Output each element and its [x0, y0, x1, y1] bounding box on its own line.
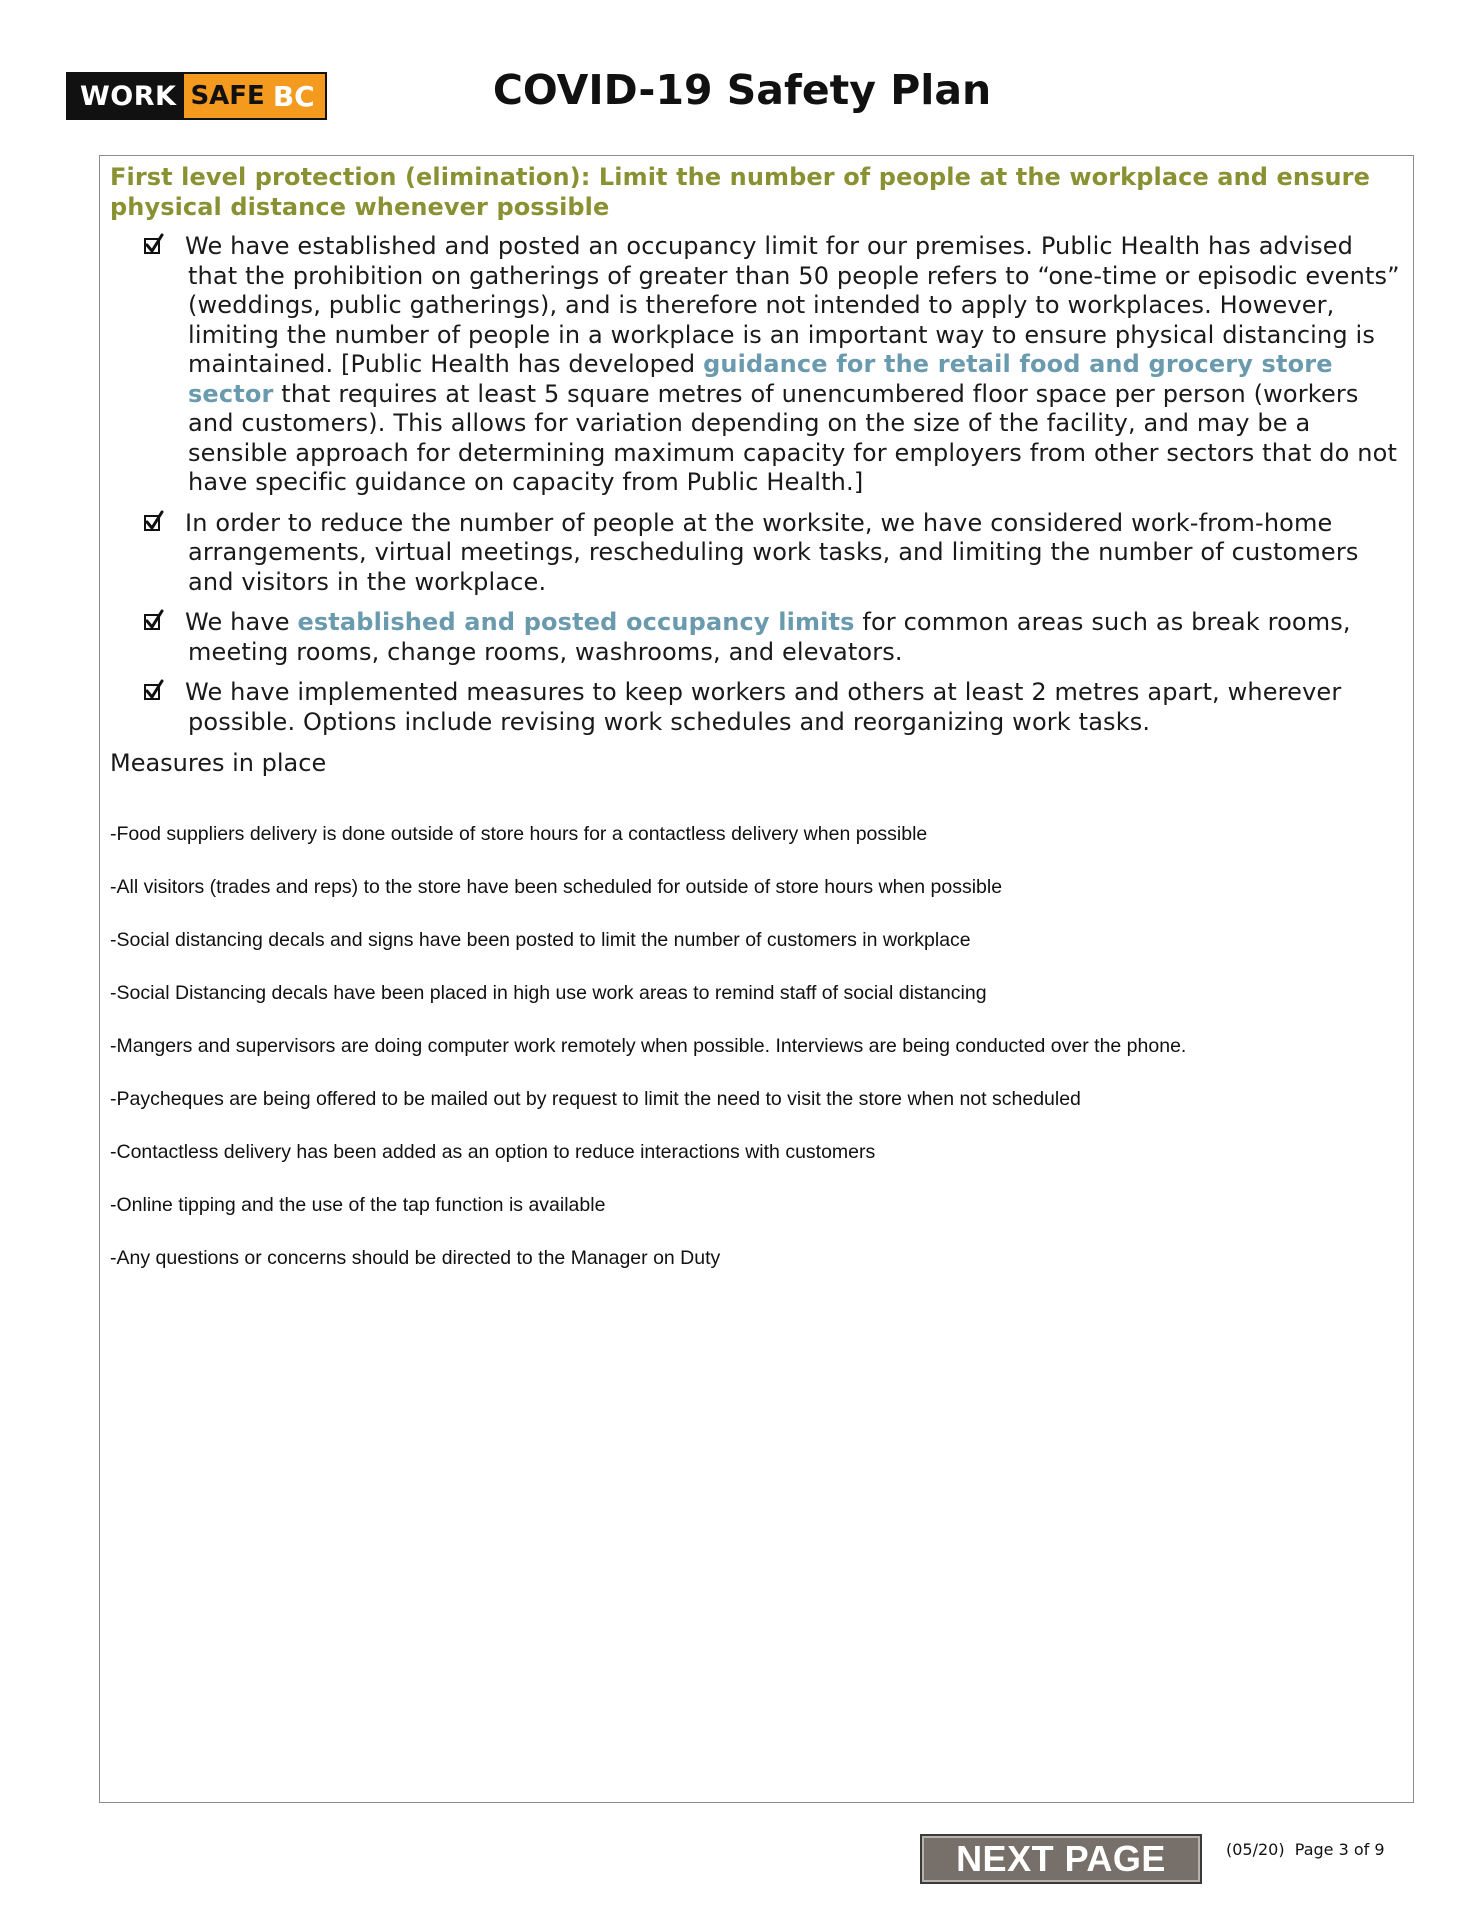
checked-checkbox-icon[interactable] — [144, 238, 160, 254]
measure-line: -Food suppliers delivery is done outside of store hours for a contactless delivery when possible — [110, 823, 928, 845]
section-heading: First level protection (elimination): Limit the number of people at the workplace and ensure physical distance whenever possible — [110, 163, 1370, 221]
checked-checkbox-icon[interactable] — [144, 614, 160, 630]
page-number: (05/20) Page 3 of 9 — [1226, 1840, 1385, 1859]
logo-bc-text: BC — [269, 74, 325, 118]
checklist-item-text: In order to reduce the number of people at the worksite, we have considered work-from-home arrangements, virtual meetings, rescheduling work tasks, and limiting the number of customers and visitors in the workplace. — [185, 508, 1359, 596]
checklist-item-text-cont: for common areas such as break rooms, meeting rooms, change rooms, washrooms, and elevators. — [188, 608, 1351, 666]
measures-text-area[interactable] — [110, 822, 1403, 1270]
measure-line: -Social distancing decals and signs have been posted to limit the number of customers in workplace — [110, 929, 971, 951]
logo-safe-text: SAFE — [184, 74, 268, 118]
checklist-item-text-cont: that requires at least 5 square metres of unencumbered floor space per person (workers and customers). This allows for variation depending on the size of the facility, and may be a sensible approach for determining maximum capacity for employers from other sectors that do not have specific guidance on capacity from Public Health.] — [188, 379, 1398, 496]
measure-line: -All visitors (trades and reps) to the store have been scheduled for outside of store hours when possible — [110, 876, 1003, 898]
measure-line: -Paycheques are being offered to be mailed out by request to limit the need to visit the store when not scheduled — [110, 1088, 1081, 1110]
checklist-item — [110, 608, 1403, 667]
checklist-item — [110, 678, 1403, 737]
checklist-item — [110, 232, 1403, 498]
measure-line: -Online tipping and the use of the tap function is available — [110, 1194, 606, 1216]
checklist-item-text: We have — [185, 608, 298, 636]
measures-in-place-label: Measures in place — [110, 749, 327, 777]
measure-line: -Any questions or concerns should be directed to the Manager on Duty — [110, 1247, 721, 1269]
next-page-button[interactable]: NEXT PAGE — [920, 1834, 1202, 1884]
checklist-item — [110, 509, 1403, 598]
checked-checkbox-icon[interactable] — [144, 684, 160, 700]
checklist-item-text: We have established and posted an occupancy limit for our premises. Public Health has advised that the prohibition on gatherings of greater than 50 people refers to “one-time or episodic events” (weddings, public gatherings), and is therefore not intended to apply to workplaces. However, limiting the number of people in a workplace is an important way to ensure physical distancing is maintained. [Public Health has developed — [185, 232, 1400, 378]
checklist-item-text: We have implemented measures to keep workers and others at least 2 metres apart, wherever possible. Options include revising work schedules and reorganizing work tasks. — [185, 678, 1342, 736]
page-title: COVID-19 Safety Plan — [492, 66, 992, 114]
retail-food-guidance-link[interactable]: guidance for the retail food and grocery store sector — [188, 350, 1333, 408]
measure-line: -Mangers and supervisors are doing computer work remotely when possible. Interviews are being conducted over the phone. — [110, 1035, 1187, 1057]
occupancy-limits-link[interactable]: established and posted occupancy limits — [297, 608, 855, 636]
checklist — [110, 232, 1403, 737]
checked-checkbox-icon[interactable] — [144, 515, 160, 531]
measure-line: -Social Distancing decals have been placed in high use work areas to remind staff of social distancing — [110, 982, 987, 1004]
content-box — [99, 155, 1414, 1803]
logo-work-text: WORK — [68, 74, 184, 118]
measure-line: -Contactless delivery has been added as an option to reduce interactions with customers — [110, 1141, 876, 1163]
